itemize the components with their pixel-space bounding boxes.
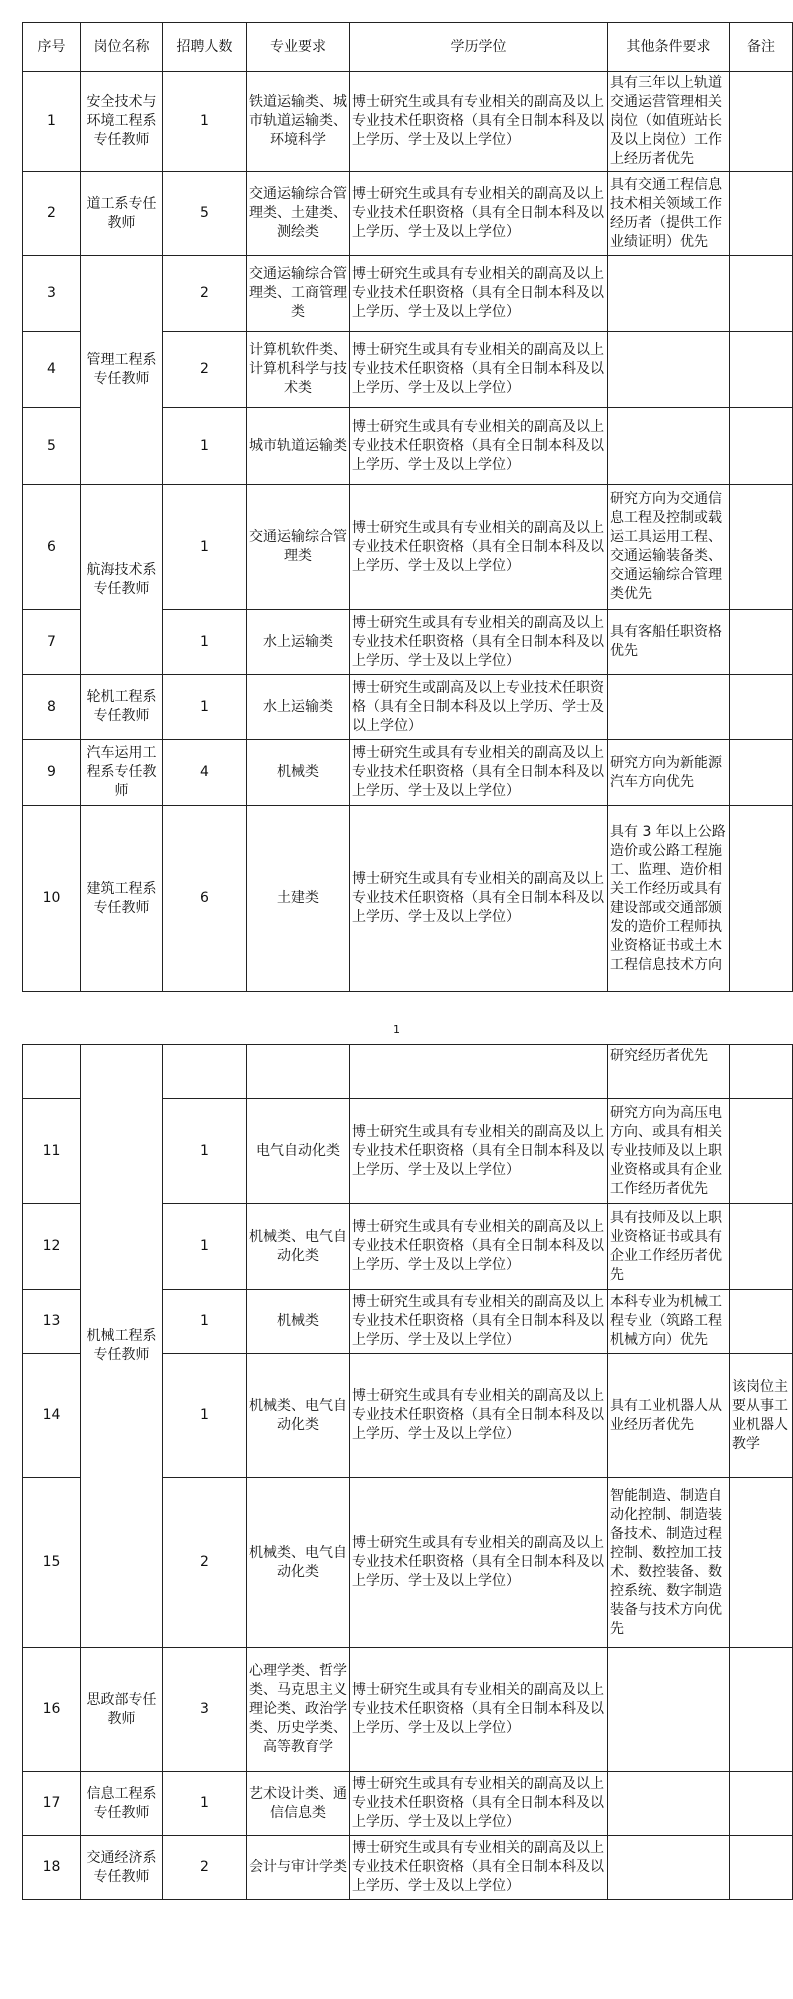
cell-other: 具有技师及以上职业资格证书或具有企业工作经历者优先	[608, 1204, 730, 1290]
cell-degree: 博士研究生或具有专业相关的副高及以上专业技术任职资格（具有全日制本科及以上学历、学士及以上学位）	[350, 1099, 608, 1204]
cell-position: 机械工程系专任教师	[81, 1045, 163, 1648]
cell-degree: 博士研究生或具有专业相关的副高及以上专业技术任职资格（具有全日制本科及以上学历、学士及以上学位）	[350, 408, 608, 485]
cell-no: 10	[23, 806, 81, 992]
cell-no: 13	[23, 1290, 81, 1354]
cell-other: 本科专业为机械工程专业（筑路工程机械方向）优先	[608, 1290, 730, 1354]
cell-count: 5	[163, 172, 247, 256]
cell-note	[730, 610, 793, 675]
cell-no: 16	[23, 1648, 81, 1772]
cell-count: 3	[163, 1648, 247, 1772]
table-row	[23, 256, 793, 332]
cell-major: 水上运输类	[247, 610, 350, 675]
cell-other	[608, 675, 730, 740]
cell-count: 1	[163, 408, 247, 485]
cell-no: 5	[23, 408, 81, 485]
recruitment-table-page-2	[22, 1044, 793, 1900]
table-row	[23, 1772, 793, 1836]
cell-no: 7	[23, 610, 81, 675]
cell-no: 12	[23, 1204, 81, 1290]
cell-position: 交通经济系专任教师	[81, 1836, 163, 1900]
cell-note	[730, 1772, 793, 1836]
cell-count: 1	[163, 1204, 247, 1290]
cell-other	[608, 1772, 730, 1836]
cell-count	[163, 1045, 247, 1099]
header-major: 专业要求	[247, 23, 350, 72]
cell-position: 轮机工程系专任教师	[81, 675, 163, 740]
cell-major: 机械类、电气自动化类	[247, 1204, 350, 1290]
cell-other: 具有三年以上轨道交通运营管理相关岗位（如值班站长及以上岗位）工作上经历者优先	[608, 72, 730, 172]
cell-major	[247, 1045, 350, 1099]
cell-count: 4	[163, 740, 247, 806]
header-other: 其他条件要求	[608, 23, 730, 72]
cell-count: 1	[163, 675, 247, 740]
cell-count: 1	[163, 610, 247, 675]
cell-note	[730, 485, 793, 610]
table-row	[23, 1648, 793, 1772]
cell-note	[730, 1836, 793, 1900]
cell-position: 建筑工程系专任教师	[81, 806, 163, 992]
cell-no	[23, 1045, 81, 1099]
cell-note	[730, 408, 793, 485]
page-number: 1	[393, 1023, 400, 1036]
cell-degree: 博士研究生或具有专业相关的副高及以上专业技术任职资格（具有全日制本科及以上学历、学士及以上学位）	[350, 740, 608, 806]
header-note: 备注	[730, 23, 793, 72]
recruitment-table-page-1	[22, 22, 793, 992]
cell-degree: 博士研究生或具有专业相关的副高及以上专业技术任职资格（具有全日制本科及以上学历、学士及以上学位）	[350, 332, 608, 408]
cell-count: 2	[163, 332, 247, 408]
cell-major: 会计与审计学类	[247, 1836, 350, 1900]
table-row	[23, 72, 793, 172]
cell-note	[730, 1648, 793, 1772]
cell-major: 心理学类、哲学类、马克思主义理论类、政治学类、历史学类、高等教育学	[247, 1648, 350, 1772]
cell-major: 电气自动化类	[247, 1099, 350, 1204]
cell-degree: 博士研究生或具有专业相关的副高及以上专业技术任职资格（具有全日制本科及以上学历、学士及以上学位）	[350, 1772, 608, 1836]
cell-note	[730, 1099, 793, 1204]
cell-no: 6	[23, 485, 81, 610]
cell-major: 土建类	[247, 806, 350, 992]
cell-other: 研究方向为交通信息工程及控制或载运工具运用工程、交通运输装备类、交通运输综合管理类优先	[608, 485, 730, 610]
cell-degree: 博士研究生或具有专业相关的副高及以上专业技术任职资格（具有全日制本科及以上学历、学士及以上学位）	[350, 72, 608, 172]
cell-note	[730, 72, 793, 172]
cell-other: 研究方向为高压电方向、或具有相关专业技师及以上职业资格或具有企业工作经历者优先	[608, 1099, 730, 1204]
cell-no: 14	[23, 1354, 81, 1478]
cell-note	[730, 740, 793, 806]
cell-degree: 博士研究生或具有专业相关的副高及以上专业技术任职资格（具有全日制本科及以上学历、学士及以上学位）	[350, 1354, 608, 1478]
cell-note	[730, 1045, 793, 1099]
cell-degree: 博士研究生或具有专业相关的副高及以上专业技术任职资格（具有全日制本科及以上学历、学士及以上学位）	[350, 256, 608, 332]
cell-major: 机械类	[247, 740, 350, 806]
cell-count: 1	[163, 485, 247, 610]
cell-no: 3	[23, 256, 81, 332]
cell-note	[730, 675, 793, 740]
cell-position: 信息工程系专任教师	[81, 1772, 163, 1836]
cell-major: 艺术设计类、通信信息类	[247, 1772, 350, 1836]
cell-position: 管理工程系专任教师	[81, 256, 163, 485]
cell-note	[730, 806, 793, 992]
cell-degree: 博士研究生或具有专业相关的副高及以上专业技术任职资格（具有全日制本科及以上学历、学士及以上学位）	[350, 1204, 608, 1290]
cell-count: 1	[163, 1290, 247, 1354]
cell-position: 航海技术系专任教师	[81, 485, 163, 675]
cell-degree: 博士研究生或具有专业相关的副高及以上专业技术任职资格（具有全日制本科及以上学历、学士及以上学位）	[350, 610, 608, 675]
cell-degree: 博士研究生或具有专业相关的副高及以上专业技术任职资格（具有全日制本科及以上学历、学士及以上学位）	[350, 172, 608, 256]
header-count: 招聘人数	[163, 23, 247, 72]
cell-note	[730, 172, 793, 256]
cell-major: 机械类、电气自动化类	[247, 1354, 350, 1478]
header-row	[23, 23, 793, 72]
cell-no: 4	[23, 332, 81, 408]
cell-major: 机械类	[247, 1290, 350, 1354]
cell-other: 具有交通工程信息技术相关领域工作经历者（提供工作业绩证明）优先	[608, 172, 730, 256]
cell-major: 交通运输综合管理类、土建类、测绘类	[247, 172, 350, 256]
table-row	[23, 806, 793, 992]
cell-count: 1	[163, 1354, 247, 1478]
cell-other: 具有工业机器人从业经历者优先	[608, 1354, 730, 1478]
table-row	[23, 675, 793, 740]
cell-other: 研究经历者优先	[608, 1045, 730, 1099]
cell-other: 具有客船任职资格优先	[608, 610, 730, 675]
cell-other: 智能制造、制造自动化控制、制造装备技术、制造过程控制、数控加工技术、数控装备、数控系统、数字制造装备与技术方向优先	[608, 1478, 730, 1648]
cell-no: 18	[23, 1836, 81, 1900]
cell-no: 9	[23, 740, 81, 806]
cell-other: 具有 3 年以上公路造价或公路工程施工、监理、造价相关工作经历或具有建设部或交通部颁发的造价工程师执业资格证书或土木工程信息技术方向	[608, 806, 730, 992]
cell-no: 8	[23, 675, 81, 740]
cell-count: 2	[163, 256, 247, 332]
cell-degree: 博士研究生或具有专业相关的副高及以上专业技术任职资格（具有全日制本科及以上学历、学士及以上学位）	[350, 806, 608, 992]
cell-major: 城市轨道运输类	[247, 408, 350, 485]
cell-note	[730, 1204, 793, 1290]
cell-other	[608, 332, 730, 408]
cell-note	[730, 256, 793, 332]
cell-major: 机械类、电气自动化类	[247, 1478, 350, 1648]
header-position: 岗位名称	[81, 23, 163, 72]
cell-major: 交通运输综合管理类	[247, 485, 350, 610]
cell-major: 计算机软件类、计算机科学与技术类	[247, 332, 350, 408]
table-row	[23, 172, 793, 256]
cell-position: 道工系专任教师	[81, 172, 163, 256]
cell-degree: 博士研究生或副高及以上专业技术任职资格（具有全日制本科及以上学历、学士及以上学位）	[350, 675, 608, 740]
cell-major: 铁道运输类、城市轨道运输类、环境科学	[247, 72, 350, 172]
cell-position: 汽车运用工程系专任教师	[81, 740, 163, 806]
cell-count: 1	[163, 72, 247, 172]
cell-no: 2	[23, 172, 81, 256]
cell-degree: 博士研究生或具有专业相关的副高及以上专业技术任职资格（具有全日制本科及以上学历、学士及以上学位）	[350, 1648, 608, 1772]
cell-degree: 博士研究生或具有专业相关的副高及以上专业技术任职资格（具有全日制本科及以上学历、学士及以上学位）	[350, 1290, 608, 1354]
cell-no: 11	[23, 1099, 81, 1204]
header-no: 序号	[23, 23, 81, 72]
cell-position: 安全技术与环境工程系专任教师	[81, 72, 163, 172]
cell-no: 17	[23, 1772, 81, 1836]
cell-position: 思政部专任教师	[81, 1648, 163, 1772]
cell-major: 交通运输综合管理类、工商管理类	[247, 256, 350, 332]
continuation-row	[23, 1045, 793, 1099]
cell-note	[730, 1478, 793, 1648]
cell-note	[730, 1290, 793, 1354]
cell-major: 水上运输类	[247, 675, 350, 740]
cell-count: 6	[163, 806, 247, 992]
cell-degree: 博士研究生或具有专业相关的副高及以上专业技术任职资格（具有全日制本科及以上学历、学士及以上学位）	[350, 485, 608, 610]
cell-other	[608, 1648, 730, 1772]
header-degree: 学历学位	[350, 23, 608, 72]
table-row	[23, 1836, 793, 1900]
cell-no: 15	[23, 1478, 81, 1648]
cell-other	[608, 408, 730, 485]
cell-degree: 博士研究生或具有专业相关的副高及以上专业技术任职资格（具有全日制本科及以上学历、学士及以上学位）	[350, 1478, 608, 1648]
table-row	[23, 485, 793, 610]
cell-count: 2	[163, 1836, 247, 1900]
cell-note: 该岗位主要从事工业机器人教学	[730, 1354, 793, 1478]
cell-other	[608, 256, 730, 332]
cell-count: 1	[163, 1772, 247, 1836]
cell-other: 研究方向为新能源汽车方向优先	[608, 740, 730, 806]
cell-note	[730, 332, 793, 408]
cell-degree: 博士研究生或具有专业相关的副高及以上专业技术任职资格（具有全日制本科及以上学历、学士及以上学位）	[350, 1836, 608, 1900]
cell-other	[608, 1836, 730, 1900]
cell-degree	[350, 1045, 608, 1099]
cell-count: 1	[163, 1099, 247, 1204]
cell-count: 2	[163, 1478, 247, 1648]
cell-no: 1	[23, 72, 81, 172]
table-row	[23, 740, 793, 806]
